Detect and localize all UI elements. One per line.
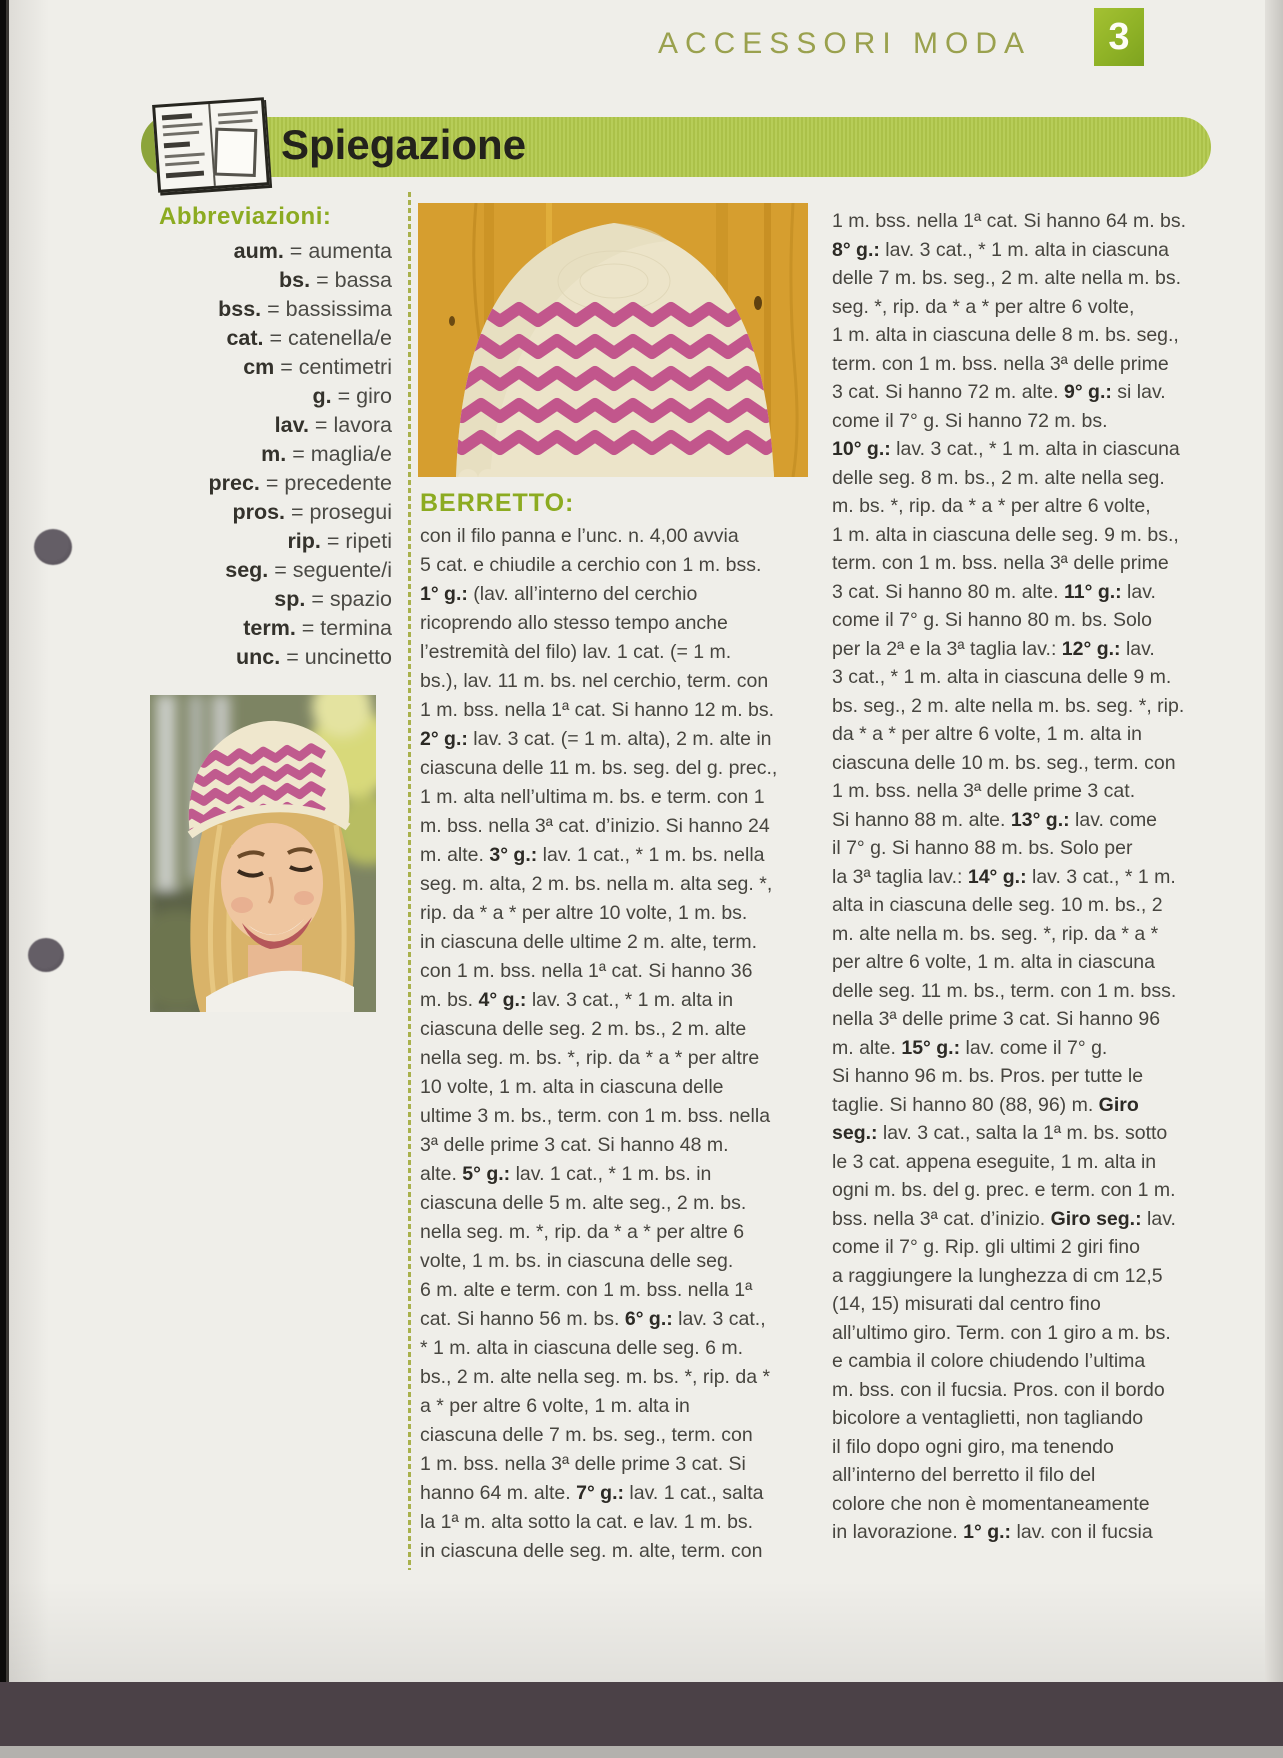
pattern-text-line: nella 3ª delle prime 3 cat. Si hanno 96 [832, 1008, 1161, 1030]
pattern-text-line: ciascuna delle 11 m. bs. seg. del g. prec., [420, 757, 778, 779]
pattern-text-line: 3 cat. Si hanno 80 m. alte. 11° g.: lav. [832, 580, 1156, 603]
pattern-text-line: il filo dopo ogni giro, ma tenendo [832, 1435, 1114, 1458]
pattern-text-line: m. alte. 3° g.: lav. 1 cat., * 1 m. bs. nella [420, 844, 765, 866]
page-right-edge [1265, 0, 1283, 1682]
pattern-text-line: m. alte. 15° g.: lav. come il 7° g. [832, 1036, 1108, 1059]
abbreviation-item: aum. = aumenta [233, 239, 392, 263]
pattern-text-line: 10° g.: lav. 3 cat., * 1 m. alta in ciascuna [832, 438, 1180, 460]
abbreviation-item: bs. = bassa [279, 268, 392, 292]
pattern-text-line: ricoprendo allo stesso tempo anche [420, 612, 728, 634]
pattern-text-line: 1 m. bss. nella 1ª cat. Si hanno 64 m. bs. [832, 210, 1187, 232]
pattern-column-2 [832, 207, 1186, 1547]
pattern-text-line: all’interno del berretto il filo del [832, 1464, 1096, 1486]
pattern-heading: BERRETTO: [420, 489, 575, 517]
pattern-text-line: 1 m. bss. nella 1ª cat. Si hanno 12 m. bs. [420, 699, 775, 721]
pattern-text-line: bs.), lav. 11 m. bs. nel cerchio, term. con [420, 670, 769, 692]
pattern-text-line: bicolore a ventaglietti, non tagliando [832, 1407, 1144, 1429]
pattern-text-line: 10 volte, 1 m. alta in ciascuna delle [420, 1076, 724, 1098]
section-title: Spiegazione [281, 121, 527, 168]
pattern-text-line: bs., 2 m. alte nella seg. m. bs. *, rip. da * [420, 1366, 771, 1388]
pattern-text-line: rip. da * a * per altre 10 volte, 1 m. bs. [420, 902, 748, 924]
abbreviations-heading: Abbreviazioni: [159, 203, 332, 230]
pattern-text-line: delle seg. 8 m. bs., 2 m. alte nella seg. [832, 466, 1165, 489]
pattern-text-line: (14, 15) misurati dal centro fino [832, 1293, 1101, 1315]
model-photo [150, 695, 376, 1012]
pattern-text-line: ciascuna delle 7 m. bs. seg., term. con [420, 1424, 753, 1446]
pattern-text-line: m. bss. nella 3ª cat. d’inizio. Si hanno 24 [420, 815, 770, 837]
pattern-text-line: seg. *, rip. da * a * per altre 6 volte, [832, 295, 1135, 318]
pattern-text-line: * 1 m. alta in ciascuna delle seg. 6 m. [420, 1337, 743, 1359]
pattern-text-line: 1 m. bss. nella 3ª delle prime 3 cat. [832, 780, 1136, 802]
pattern-text-line: Si hanno 96 m. bs. Pros. per tutte le [832, 1065, 1144, 1087]
pattern-text-line: m. bs. *, rip. da * a * per altre 6 volte, [832, 495, 1151, 517]
pattern-text-line: a * per altre 6 volte, 1 m. alta in [420, 1395, 690, 1417]
pattern-text-line: ciascuna delle 5 m. alte seg., 2 m. bs. [420, 1192, 747, 1214]
abbreviation-item: lav. = lavora [274, 413, 392, 437]
abbreviation-item: m. = maglia/e [261, 442, 392, 466]
pattern-text-line: con 1 m. bss. nella 1ª cat. Si hanno 36 [420, 960, 753, 982]
pattern-text-line: taglie. Si hanno 80 (88, 96) m. Giro [832, 1093, 1139, 1116]
pattern-text-line: per altre 6 volte, 1 m. alta in ciascuna [832, 951, 1155, 973]
pattern-text-line: m. bss. con il fucsia. Pros. con il bordo [832, 1378, 1165, 1401]
pattern-text-line: in lavorazione. 1° g.: lav. con il fucsia [832, 1521, 1153, 1543]
pattern-text-line: 2° g.: lav. 3 cat. (= 1 m. alta), 2 m. alte in [420, 728, 772, 750]
pattern-text-line: term. con 1 m. bss. nella 3ª delle prime [832, 552, 1169, 574]
punch-hole [28, 938, 64, 972]
page-header-title: ACCESSORI MODA [657, 27, 1031, 60]
pattern-text-line: 1 m. alta in ciascuna delle 8 m. bs. seg., [832, 324, 1179, 346]
pattern-text-line: con il filo panna e l’unc. n. 4,00 avvia [420, 525, 739, 547]
pattern-text-line: per la 2ª e la 3ª taglia lav.: 12° g.: lav. [832, 637, 1155, 660]
abbreviation-item: cm = centimetri [243, 355, 392, 379]
pattern-text-line: bss. nella 3ª cat. d’inizio. Giro seg.: lav. [832, 1207, 1176, 1230]
pattern-text-line: 3 cat., * 1 m. alta in ciascuna delle 9 m. [832, 666, 1172, 688]
pattern-text-line: la 1ª m. alta sotto la cat. e lav. 1 m. bs. [420, 1511, 754, 1533]
hat-photo [418, 203, 808, 477]
abbreviation-item: rip. = ripeti [287, 529, 392, 553]
pattern-text-line: come il 7° g. Rip. gli ultimi 2 giri fino [832, 1236, 1140, 1258]
pattern-text-line: le 3 cat. appena eseguite, 1 m. alta in [832, 1150, 1157, 1173]
pattern-text-line: 1° g.: (lav. all’interno del cerchio [420, 583, 698, 605]
pattern-text-line: il 7° g. Si hanno 88 m. bs. Solo per [832, 837, 1133, 859]
abbreviation-item: sp. = spazio [274, 587, 392, 611]
pattern-text-line: Si hanno 88 m. alte. 13° g.: lav. come [832, 808, 1158, 831]
pattern-text-line: nella seg. m. bs. *, rip. da * a * per altre [420, 1047, 760, 1069]
pattern-text-line: 6 m. alte e term. con 1 m. bss. nella 1ª [420, 1279, 753, 1301]
page-number-badge [1094, 8, 1144, 66]
pattern-text-line: in ciascuna delle seg. m. alte, term. con [420, 1540, 763, 1562]
pattern-text-line: volte, 1 m. bs. in ciascuna delle seg. [420, 1250, 734, 1272]
pattern-text-line: come il 7° g. Si hanno 80 m. bs. Solo [832, 609, 1152, 631]
pattern-text-line: cat. Si hanno 56 m. bs. 6° g.: lav. 3 cat., [420, 1308, 766, 1330]
abbreviation-item: pros. = prosegui [232, 500, 392, 524]
pattern-text-line: m. bs. 4° g.: lav. 3 cat., * 1 m. alta in [420, 989, 734, 1011]
pattern-text-line: hanno 64 m. alte. 7° g.: lav. 1 cat., salta [420, 1482, 764, 1504]
punch-hole [34, 529, 72, 565]
pattern-text-line: ogni m. bs. del g. prec. e term. con 1 m. [832, 1179, 1176, 1201]
pattern-text-line: nella seg. m. *, rip. da * a * per altre 6 [420, 1221, 745, 1243]
page-bottom-shadow [9, 1580, 1265, 1682]
pattern-text-line: alta in ciascuna delle seg. 10 m. bs., 2 [832, 894, 1163, 916]
abbreviation-item: prec. = precedente [208, 471, 392, 495]
pattern-text-line: 1 m. alta nell’ultima m. bs. e term. con 1 [420, 786, 765, 808]
pattern-text-line: 8° g.: lav. 3 cat., * 1 m. alta in ciascuna [832, 238, 1169, 261]
pattern-text-line: m. alte nella m. bs. seg. *, rip. da * a * [832, 922, 1159, 945]
pattern-text-line: ciascuna delle 10 m. bs. seg., term. con [832, 751, 1176, 774]
pattern-text-line: a raggiungere la lunghezza di cm 12,5 [832, 1264, 1163, 1287]
abbreviation-item: bss. = bassissima [218, 297, 392, 321]
scan-bottom-surface [0, 1682, 1283, 1746]
pattern-text-line: 5 cat. e chiudile a cerchio con 1 m. bss. [420, 554, 762, 576]
pattern-text-line: ultime 3 m. bs., term. con 1 m. bss. nella [420, 1105, 771, 1127]
page-left-edge [0, 0, 9, 1682]
column-divider [408, 192, 411, 1570]
abbreviation-item: cat. = catenella/e [226, 326, 392, 350]
pattern-text-line: seg. m. alta, 2 m. bs. nella m. alta seg. *, [420, 873, 773, 895]
pattern-text-line: l’estremità del filo) lav. 1 cat. (= 1 m. [420, 641, 732, 663]
pattern-text-line: la 3ª taglia lav.: 14° g.: lav. 3 cat., * 1 m. [832, 865, 1176, 888]
pattern-text-line: bs. seg., 2 m. alte nella m. bs. seg. *, rip. [832, 694, 1185, 717]
abbreviations-block [159, 203, 392, 672]
page [9, 0, 1265, 1682]
pattern-text-line: in ciascuna delle ultime 2 m. alte, term. [420, 931, 758, 953]
pattern-text-line: come il 7° g. Si hanno 72 m. bs. [832, 409, 1108, 432]
pattern-text-line: colore che non è momentaneamente [832, 1492, 1150, 1515]
pattern-column-1 [420, 522, 777, 1566]
pattern-text-line: ciascuna delle seg. 2 m. bs., 2 m. alte [420, 1018, 747, 1040]
pattern-text-line: 3ª delle prime 3 cat. Si hanno 48 m. [420, 1134, 729, 1156]
abbreviation-item: seg. = seguente/i [225, 558, 392, 582]
scan-bottom-floor [0, 1746, 1283, 1758]
pattern-text-line: alte. 5° g.: lav. 1 cat., * 1 m. bs. in [420, 1163, 712, 1185]
pattern-text-line: 3 cat. Si hanno 72 m. alte. 9° g.: si lav. [832, 381, 1166, 403]
pattern-text-line: 1 m. alta in ciascuna delle seg. 9 m. bs., [832, 523, 1179, 546]
pattern-text-line: 1 m. bss. nella 3ª delle prime 3 cat. Si [420, 1453, 746, 1475]
pattern-text-line: all’ultimo giro. Term. con 1 giro a m. bs. [832, 1321, 1171, 1344]
abbreviation-item: g. = giro [312, 384, 392, 408]
pattern-text-line: da * a * per altre 6 volte, 1 m. alta in [832, 723, 1143, 745]
pattern-text-line: term. con 1 m. bss. nella 3ª delle prime [832, 352, 1169, 375]
abbreviations-list [159, 237, 392, 672]
pattern-text-line: seg.: lav. 3 cat., salta la 1ª m. bs. sotto [832, 1122, 1168, 1144]
abbreviation-item: term. = termina [243, 616, 392, 640]
magazine-icon [152, 97, 270, 193]
pattern-text-line: e cambia il colore chiudendo l’ultima [832, 1350, 1146, 1372]
pattern-text-line: delle 7 m. bs. seg., 2 m. alte nella m. bs. [832, 267, 1181, 289]
pattern-text-line: delle seg. 11 m. bs., term. con 1 m. bss. [832, 979, 1177, 1002]
page-number: 3 [1108, 15, 1130, 58]
abbreviation-item: unc. = uncinetto [236, 645, 392, 669]
